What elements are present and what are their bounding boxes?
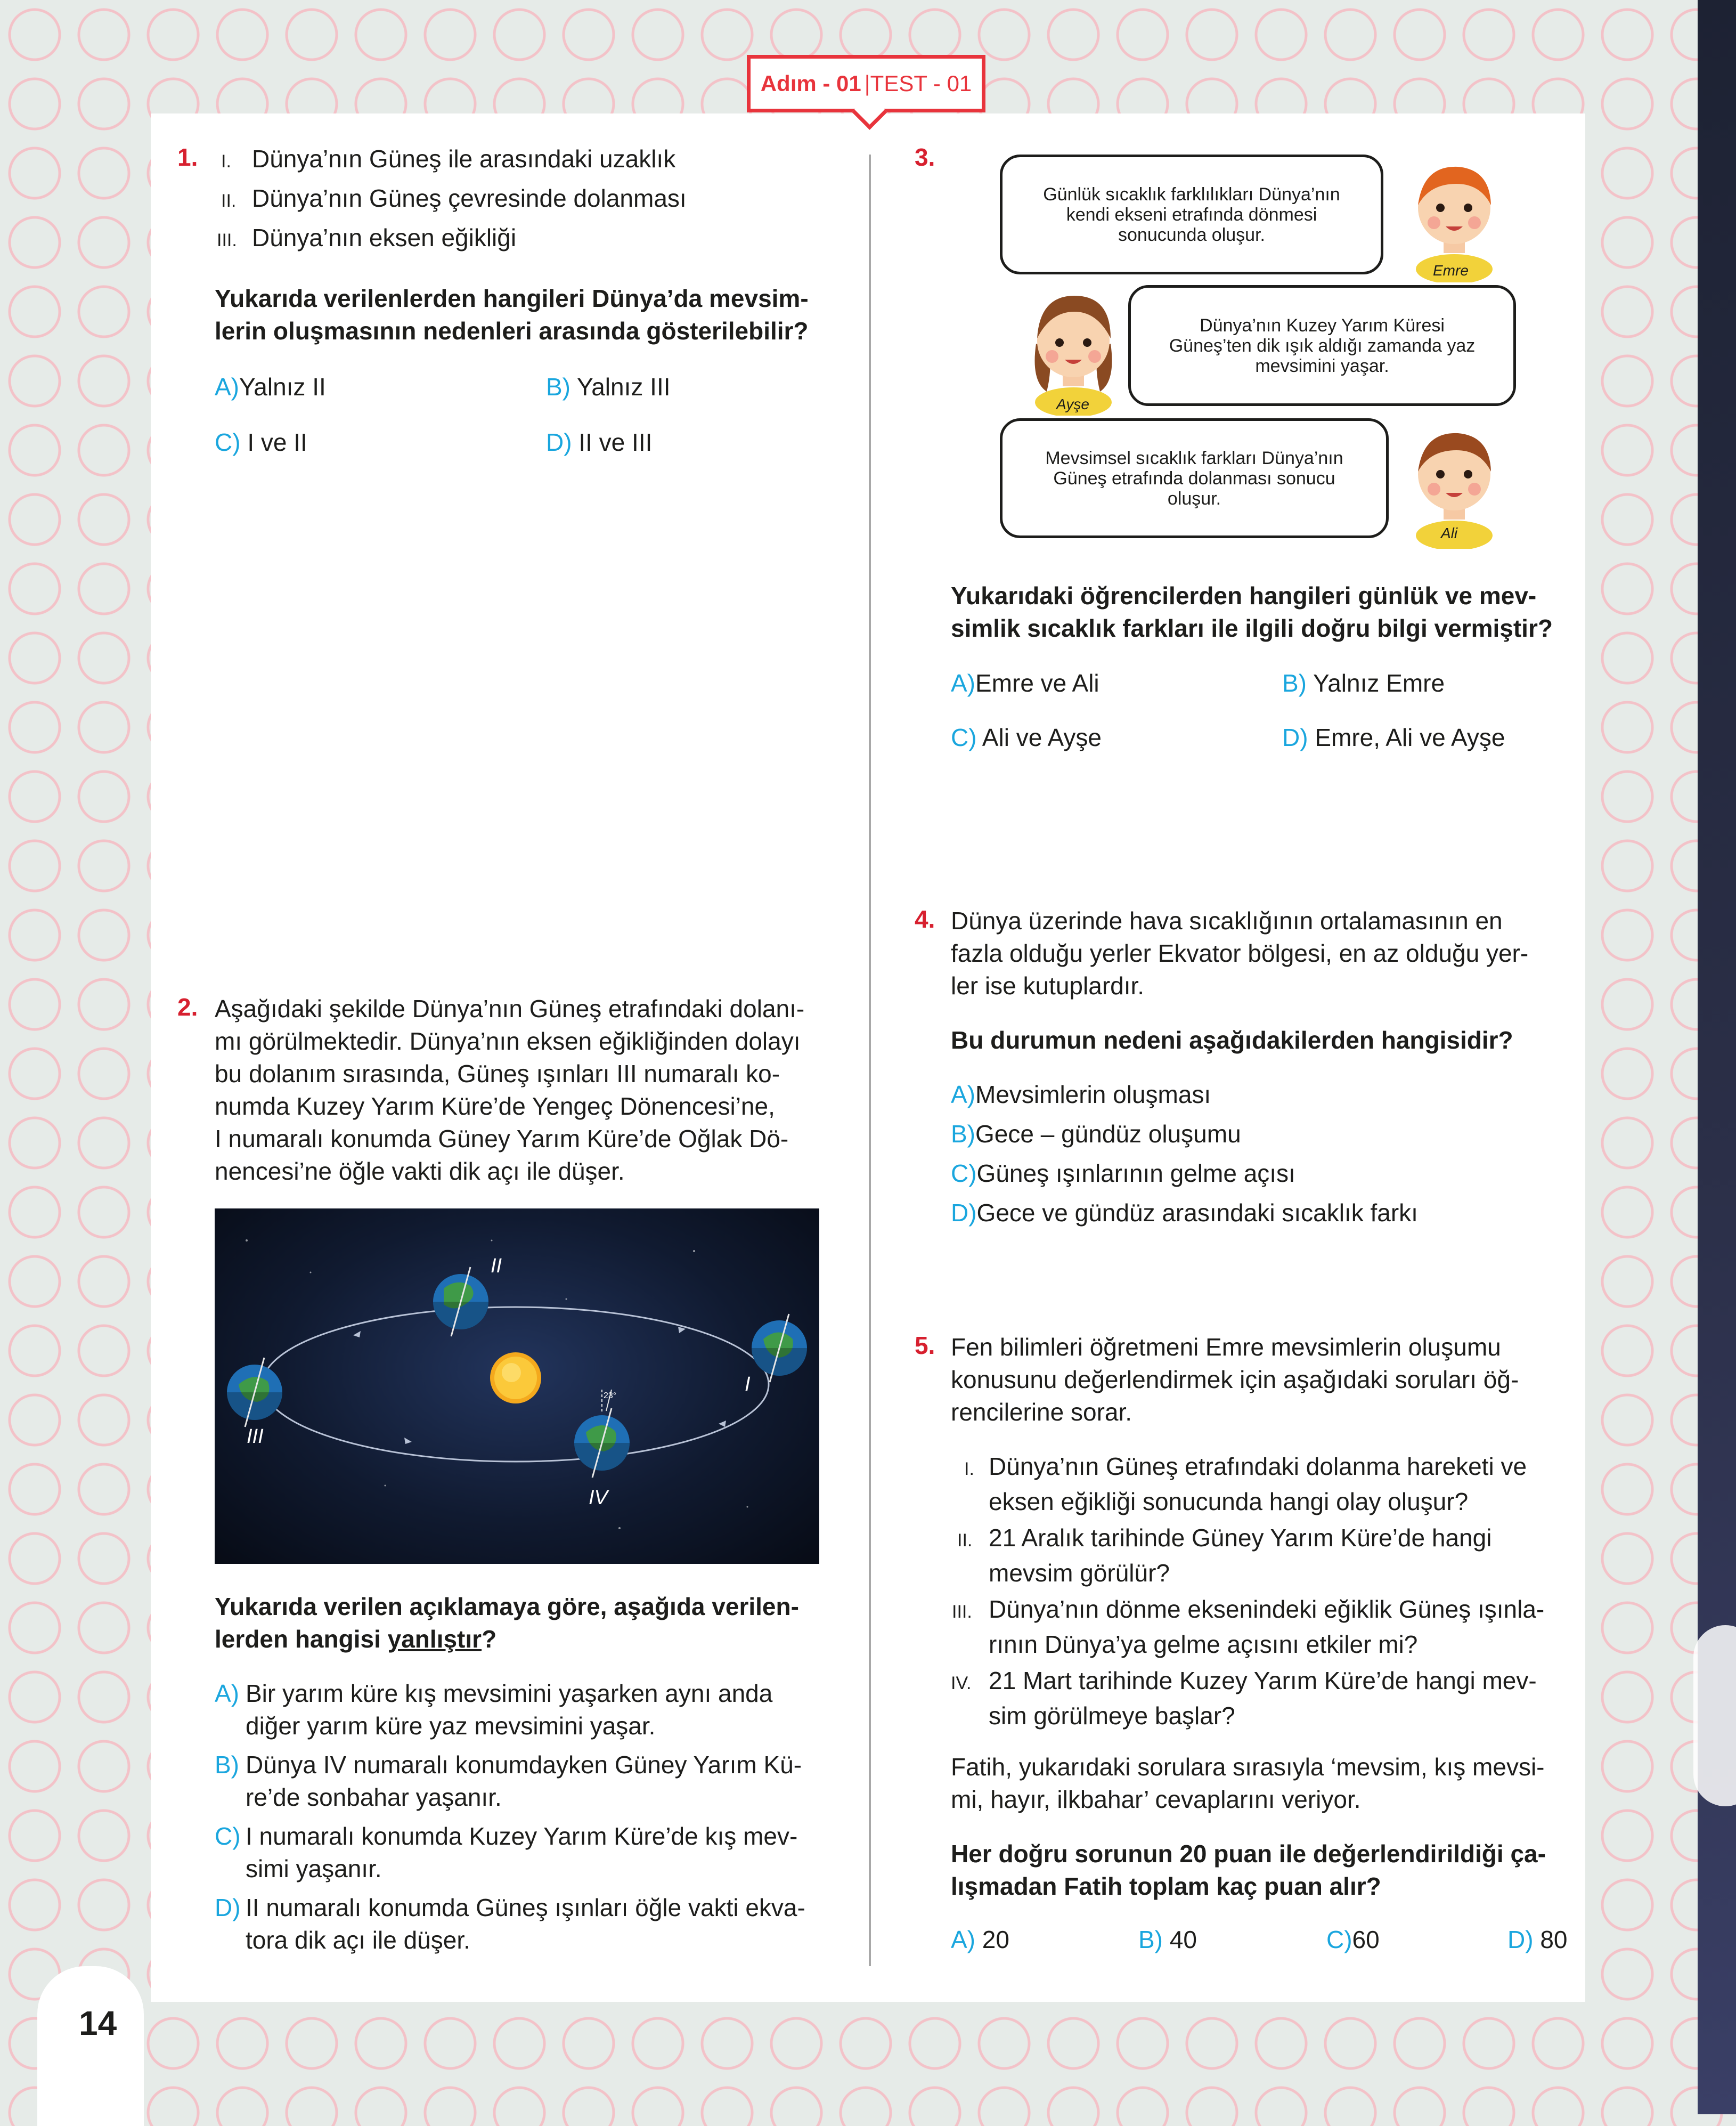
option-letter: A) (951, 1926, 975, 1953)
question-5-number: 5. (915, 1332, 935, 1359)
q4-intro-line-1: Dünya üzerinde hava sıcaklığının ortalamasının en (951, 907, 1503, 935)
option-text: 20 (975, 1926, 1009, 1953)
q1-item-1 (221, 143, 675, 178)
q1-stem-line-1: Yukarıda verilenlerden hangileri Dünya’da mevsim- (215, 285, 809, 312)
header-separator: | (864, 71, 870, 96)
q2-option-c[interactable] (215, 1820, 797, 1885)
q5-option-d[interactable] (1507, 1924, 1568, 1956)
bubble-line: Güneş’ten dik ışık aldığı zamanda yaz (1169, 335, 1476, 356)
earth-position-i-icon (752, 1314, 807, 1382)
option-text: Yalnız Emre (1313, 669, 1445, 697)
roman-numeral: IV. (951, 1673, 972, 1693)
bubble-line: kendi ekseni etrafında dönmesi (1066, 204, 1317, 225)
option-text: Dünya IV numaralı konumdayken Güney Yarım Kü- (246, 1751, 802, 1779)
speech-bubble-ayse (1128, 285, 1516, 406)
q1-option-a[interactable] (215, 371, 326, 403)
q5-answer-line-1: Fatih, yukarıdaki sorulara sırasıyla ‘mevsim, kış mevsi- (951, 1753, 1545, 1781)
option-letter: C) (951, 1159, 977, 1187)
option-text: Emre ve Ali (975, 669, 1099, 697)
q1-item-text: Dünya’nın Güneş ile arasındaki uzaklık (252, 145, 676, 173)
q4-intro-line-3: ler ise kutuplardır. (951, 972, 1145, 1000)
label-position-iv: IV (589, 1487, 608, 1509)
q5-item-text: 21 Aralık tarihinde Güney Yarım Küre’de hangi (989, 1524, 1492, 1552)
q2-intro-line-6: nencesi’ne öğle vakti dik açı ile düşer. (215, 1157, 625, 1185)
option-letter: C) (1326, 1926, 1352, 1953)
option-letter: D) (951, 1199, 977, 1227)
q2-stem-underlined: yanlıştır (387, 1625, 482, 1653)
label-position-i: I (745, 1373, 751, 1395)
bubble-line: Günlük sıcaklık farklılıkları Dünya’nın (1043, 184, 1340, 205)
option-text: tora dik açı ile düşer. (246, 1926, 470, 1954)
bubble-line: mevsimini yaşar. (1255, 355, 1389, 376)
option-text: simi yaşanır. (246, 1855, 382, 1882)
option-text: diğer yarım küre yaz mevsimini yaşar. (246, 1712, 656, 1740)
q4-option-d[interactable] (951, 1197, 1418, 1229)
label-tilt-angle: 23° (604, 1391, 617, 1400)
q1-option-d[interactable] (546, 426, 652, 459)
speech-bubble-ali (1000, 418, 1389, 538)
q5-stem-line-2: lışmadan Fatih toplam kaç puan alır? (951, 1872, 1381, 1900)
roman-numeral: II. (957, 1530, 973, 1551)
option-letter: D) (546, 428, 572, 456)
q2-stem-qmark: ? (482, 1625, 497, 1653)
q2-intro-line-5: I numaralı konumda Güney Yarım Küre’de Oğlak Dö- (215, 1125, 789, 1153)
option-letter: C) (215, 428, 241, 456)
q5-item-text: mevsim görülür? (989, 1559, 1170, 1587)
label-position-ii: II (491, 1255, 502, 1277)
option-text: II numaralı konumda Güneş ışınları öğle vakti ekva- (246, 1894, 805, 1921)
q2-intro-line-1: Aşağıdaki şekilde Dünya’nın Güneş etrafındaki dolanı- (215, 995, 805, 1023)
option-letter: D) (215, 1894, 241, 1921)
q1-item-text: Dünya’nın eksen eğikliği (252, 224, 517, 251)
q5-item-2 (957, 1522, 1492, 1589)
option-letter: B) (215, 1751, 239, 1779)
q2-intro-line-3: bu dolanım sırasında, Güneş ışınları III numaralı ko- (215, 1060, 780, 1088)
test-header-tag (747, 55, 985, 112)
test-label: TEST - 01 (870, 71, 972, 96)
roman-numeral: I. (964, 1459, 974, 1479)
q1-item-2 (221, 182, 687, 217)
q5-option-a[interactable] (951, 1924, 1009, 1956)
bubble-line: Dünya’nın Kuzey Yarım Küresi (1200, 315, 1445, 336)
question-3-number: 3. (915, 143, 935, 171)
q2-option-b[interactable] (215, 1749, 802, 1814)
roman-numeral: I. (221, 151, 231, 172)
roman-numeral: III. (952, 1602, 972, 1622)
q1-option-b[interactable] (546, 371, 671, 403)
option-letter: A) (215, 1679, 239, 1707)
q4-option-c[interactable] (951, 1157, 1295, 1190)
q5-intro-line-3: rencilerine sorar. (951, 1398, 1132, 1426)
q1-stem-line-2: lerin oluşmasının nedenleri arasında gösterilebilir? (215, 317, 809, 345)
q4-option-a[interactable] (951, 1078, 1211, 1111)
sun-icon (490, 1352, 541, 1403)
option-letter: D) (1507, 1926, 1534, 1953)
q2-option-d[interactable] (215, 1892, 805, 1957)
page-edge-decoration (1693, 1625, 1736, 1806)
q3-option-d[interactable] (1282, 721, 1505, 754)
label-position-iii: III (247, 1425, 264, 1448)
page-number-tab (37, 1966, 144, 2126)
q5-stem-line-1: Her doğru sorunun 20 puan ile değerlendirildiği ça- (951, 1840, 1546, 1868)
question-4-number: 4. (915, 905, 935, 933)
q5-intro-line-2: konusunu değerlendirmek için aşağıdaki soruları öğ- (951, 1366, 1519, 1393)
option-text: Bir yarım küre kış mevsimini yaşarken aynı anda (246, 1679, 773, 1707)
q5-item-text: Dünya’nın Güneş etrafındaki dolanma hareketi ve (989, 1453, 1527, 1480)
q2-stem-line-2 (215, 1623, 496, 1656)
q4-intro-line-2: fazla olduğu yerler Ekvator bölgesi, en az olduğu yer- (951, 939, 1529, 967)
bubble-line: Mevsimsel sıcaklık farkları Dünya’nın (1045, 448, 1343, 468)
option-text: Ali ve Ayşe (982, 724, 1102, 751)
q2-intro-line-4: numda Kuzey Yarım Küre’de Yengeç Dönencesi’ne, (215, 1092, 775, 1120)
option-text: Gece – gündüz oluşumu (975, 1120, 1241, 1148)
question-1-number: 1. (177, 143, 198, 171)
question-2-number: 2. (177, 993, 198, 1021)
earth-orbit-figure (215, 1208, 819, 1564)
option-letter: C) (215, 1822, 241, 1850)
name-emre: Emre (1433, 262, 1469, 279)
q4-option-b[interactable] (951, 1118, 1241, 1150)
option-letter: B) (546, 373, 570, 401)
option-text: re’de sonbahar yaşanır. (246, 1783, 502, 1811)
q3-stem-line-2: simlik sıcaklık farkları ile ilgili doğru bilgi vermiştir? (951, 614, 1553, 642)
bubble-line: Güneş etrafında dolanması sonucu (1053, 468, 1335, 489)
q5-item-4 (951, 1665, 1537, 1732)
earth-position-iii-icon (227, 1358, 282, 1427)
option-letter: A) (951, 669, 975, 697)
option-letter: A) (951, 1081, 975, 1108)
q5-intro-line-1: Fen bilimleri öğretmeni Emre mevsimlerin oluşumu (951, 1333, 1501, 1361)
name-ayse: Ayşe (1056, 396, 1090, 412)
option-text: I ve II (247, 428, 307, 456)
option-text: 80 (1533, 1926, 1568, 1953)
q5-item-text: sim görülmeye başlar? (989, 1702, 1235, 1730)
option-text: II ve III (578, 428, 653, 456)
q5-item-text: Dünya’nın dönme eksenindeki eğiklik Güneş ışınla- (989, 1595, 1545, 1623)
column-divider (869, 155, 871, 1966)
q5-item-3 (952, 1593, 1544, 1661)
roman-numeral: III. (217, 230, 237, 250)
page-number: 14 (79, 2004, 117, 2042)
bubble-line: oluşur. (1167, 488, 1221, 509)
q3-option-b[interactable] (1282, 667, 1445, 700)
q5-item-text: eksen eğikliği sonucunda hangi olay oluşur? (989, 1488, 1469, 1515)
q3-option-a[interactable] (951, 667, 1099, 700)
q1-option-c[interactable] (215, 426, 307, 459)
option-text: Gece ve gündüz arasındaki sıcaklık farkı (976, 1199, 1418, 1227)
option-letter: A) (215, 373, 239, 401)
option-letter: D) (1282, 724, 1308, 751)
q5-item-text: 21 Mart tarihinde Kuzey Yarım Küre’de hangi mev- (989, 1667, 1537, 1694)
q4-stem: Bu durumun nedeni aşağıdakilerden hangisidir? (951, 1026, 1513, 1054)
bubble-line: sonucunda oluşur. (1118, 224, 1265, 245)
option-text: Güneş ışınlarının gelme açısı (976, 1159, 1295, 1187)
q3-option-c[interactable] (951, 721, 1102, 754)
roman-numeral: II. (221, 191, 237, 211)
q5-answer-line-2: mi, hayır, ilkbahar’ cevaplarını veriyor. (951, 1786, 1361, 1813)
q2-option-a[interactable] (215, 1677, 772, 1742)
option-text: 60 (1352, 1926, 1380, 1953)
step-label: Adım - 01 (760, 71, 861, 96)
option-text: I numaralı konumda Kuzey Yarım Küre’de kış mev- (246, 1822, 798, 1850)
option-letter: B) (951, 1120, 975, 1148)
q5-option-c[interactable] (1326, 1924, 1380, 1956)
orbit-diagram (215, 1208, 819, 1564)
option-letter: B) (1282, 669, 1307, 697)
option-text: 40 (1163, 1926, 1197, 1953)
option-text: Emre, Ali ve Ayşe (1315, 724, 1505, 751)
q5-option-b[interactable] (1138, 1924, 1197, 1956)
name-ali: Ali (1441, 525, 1458, 541)
q5-item-text: rının Dünya’ya gelme açısını etkiler mi? (989, 1630, 1418, 1658)
q3-stem-line-1: Yukarıdaki öğrencilerden hangileri günlük ve mev- (951, 582, 1537, 610)
option-text: Mevsimlerin oluşması (975, 1081, 1211, 1108)
earth-position-iv-icon (574, 1390, 630, 1478)
q2-intro-line-2: mı görülmektedir. Dünya’nın eksen eğikliğinden dolayı (215, 1027, 801, 1055)
option-text: Yalnız III (576, 373, 671, 401)
option-text: Yalnız II (239, 373, 326, 401)
q1-item-3 (217, 222, 516, 257)
q1-item-text: Dünya’nın Güneş çevresinde dolanması (252, 184, 687, 212)
q2-stem-line-1: Yukarıda verilen açıklamaya göre, aşağıda verilen- (215, 1593, 799, 1620)
q2-stem-text: lerden hangisi (215, 1625, 388, 1653)
speech-bubble-emre (1000, 155, 1383, 274)
option-letter: B) (1138, 1926, 1163, 1953)
earth-position-ii-icon (433, 1267, 488, 1336)
q5-item-1 (964, 1450, 1527, 1518)
option-letter: C) (951, 724, 977, 751)
